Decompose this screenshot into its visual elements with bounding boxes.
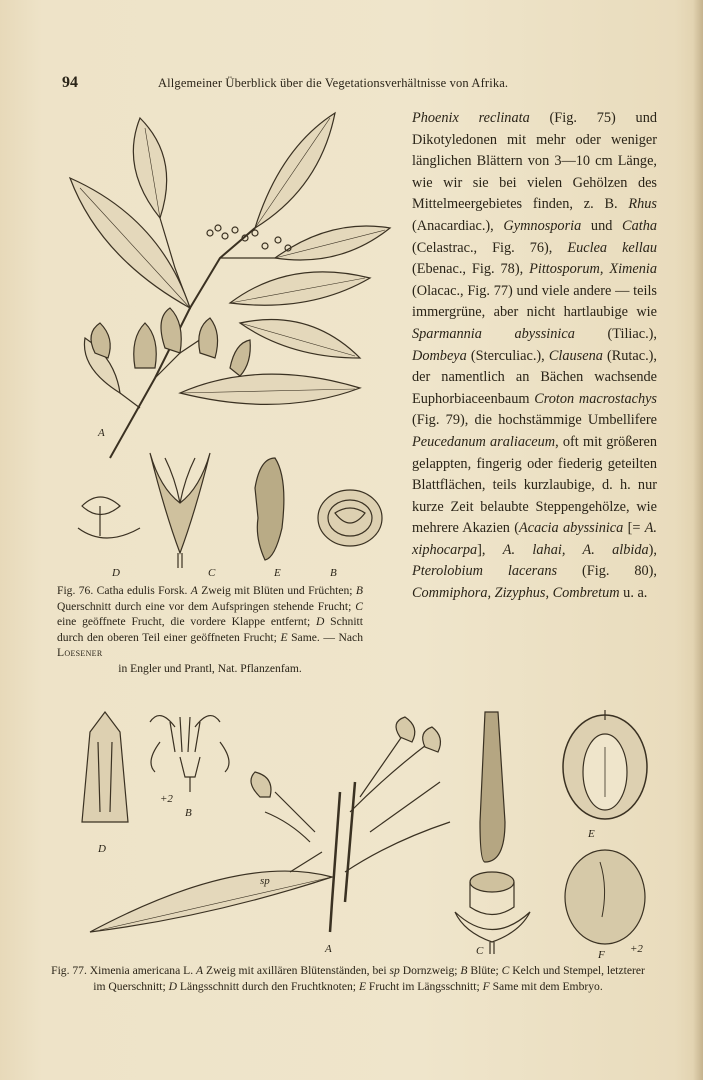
fig76-label-d: D bbox=[112, 567, 120, 578]
running-title: Allgemeiner Überblick über die Vegetationsverhältnisse von Afrika. bbox=[158, 76, 509, 90]
page-header bbox=[0, 74, 703, 94]
fig77-label-a: A bbox=[325, 943, 332, 955]
page-number: 94 bbox=[62, 74, 78, 91]
body-text-column: Phoenix reclinata (Fig. 75) und Dikotyledonen mit mehr oder weniger länglichen Blättern von 3—10 cm Länge, wie wir sie bei vielen Gehölzen des Mittelmeergebietes finden, z. B. Rhus (Anacardiac.), Gymnosporia und Catha (Celastrac., Fig. 76), Euclea kellau (Ebenac., Fig. 78), Pittosporum, Ximenia (Olacac., Fig. 77) und viele andere — teils immergrüne, aber nicht hartlaubige wie Sparmannia abyssinica (Tiliac.), Dombeya (Sterculiac.), Clausena (Rutac.), der namentlich an Bächen wachsende Euphorbiaceenbaum Croton macrostachys (Fig. 79), die hochstämmige Umbellifere Peucedanum araliaceum, oft mit größeren gelappten, fingerig oder fiederig geteilten Blattflächen, teils kurzlaubige, d. h. nur kurze Zeit belaubte Steppengehölze, wie mehrere Akazien (Acacia abyssinica [= A. xiphocarpa], A. lahai, A. albida), Pterolobium lacerans (Fig. 80), Commiphora, Zizyphus, Combretum u. a. bbox=[412, 110, 658, 602]
catha-edulis-drawing bbox=[60, 108, 400, 578]
fig77-label-c: C bbox=[476, 945, 484, 957]
page-edge-shadow bbox=[693, 0, 703, 1080]
ximenia-americana-drawing bbox=[60, 702, 660, 960]
fig76-label-a: A bbox=[98, 427, 105, 439]
figure-76-caption: Fig. 76. Catha edulis Forsk. A Zweig mit Blüten und Früchten; B Querschnitt durch eine vor dem Aufspringen stehende Frucht; C eine geöffnete Frucht, die vordere Klappe entfernt; D Schnitt durch den oberen Teil einer geöffneten Frucht; E Same. — Nach Loesener in Engler und Prantl, Nat. Pflanzenfam. bbox=[57, 584, 363, 675]
fig77-label-sp: sp bbox=[260, 875, 270, 887]
fig77-magnification-b: +2 bbox=[160, 793, 173, 805]
fig77-label-d: D bbox=[98, 843, 106, 855]
fig77-label-b: B bbox=[185, 807, 192, 819]
fig76-label-b: B bbox=[330, 567, 337, 578]
figure-76-illustration bbox=[60, 108, 400, 578]
fig76-label-e: E bbox=[274, 567, 281, 578]
fig77-label-e: E bbox=[588, 828, 595, 840]
fig76-label-c: C bbox=[208, 567, 216, 578]
fig77-label-f: F bbox=[598, 949, 605, 960]
fig77-magnification-f: +2 bbox=[630, 943, 643, 955]
figure-77-caption: Fig. 77. Ximenia americana L. A Zweig mit axillären Blütenständen, bei sp Dornzweig; B Blüte; C Kelch und Stempel, letzterer im Querschnitt; D Längsschnitt durch den Fruchtknoten; E Frucht im Längsschnitt; F Same mit dem Embryo. bbox=[51, 964, 645, 993]
figure-77-illustration bbox=[60, 702, 660, 960]
